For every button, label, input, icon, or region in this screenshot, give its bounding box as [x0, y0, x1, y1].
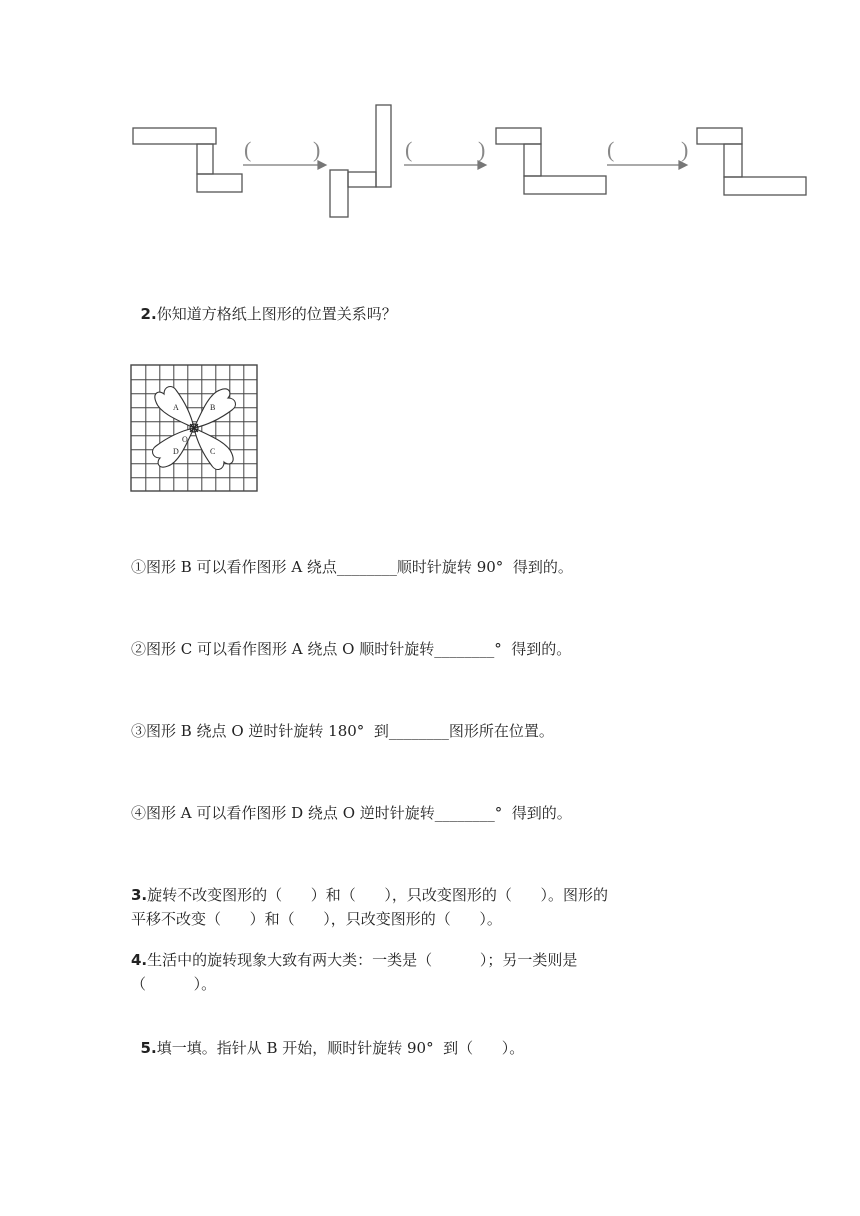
- paren-open-1: (: [244, 137, 252, 162]
- arrow-2: [404, 161, 486, 169]
- shape-4: [697, 128, 806, 195]
- petal-grid-figure: [130, 364, 260, 494]
- question-3: [131, 884, 608, 930]
- label-b: B: [210, 403, 216, 412]
- question-number: 3.: [131, 886, 148, 904]
- question-text: 你知道方格纸上图形的位置关系吗？: [156, 305, 397, 323]
- question-3-line-1: 旋转不改变图形的（ ）和（ ），只改变图形的（ ）。图形的: [147, 886, 608, 904]
- arrow-3: [607, 161, 687, 169]
- question-5: [131, 1015, 524, 1059]
- question-number: 2.: [140, 305, 157, 323]
- question-2-item-4: ④图形 A 可以看作图形 D 绕点 O 逆时针旋转________° 得到的。: [131, 804, 572, 822]
- question-4: [131, 949, 577, 995]
- question-4-line-1: 生活中的旋转现象大致有两大类：一类是（ ）；另一类则是: [147, 951, 578, 969]
- label-o: O: [182, 435, 188, 444]
- paren-close-1: ): [313, 137, 321, 162]
- label-d: D: [173, 447, 179, 456]
- paren-close-2: ): [478, 137, 486, 162]
- question-3-line-2: 平移不改变（ ）和（ ），只改变图形的（ ）。: [131, 910, 502, 928]
- question-2-item-2: ②图形 C 可以看作图形 A 绕点 O 顺时针旋转________° 得到的。: [131, 640, 572, 658]
- question-number: 5.: [140, 1039, 157, 1057]
- shape-2: [330, 105, 391, 217]
- shape-3: [496, 128, 606, 194]
- paren-open-2: (: [405, 137, 413, 162]
- question-4-line-2: （ ）。: [131, 975, 217, 993]
- shape-1: [133, 128, 242, 192]
- paren-close-3: ): [681, 137, 689, 162]
- question-2-item-1: ①图形 B 可以看作图形 A 绕点________顺时针旋转 90° 得到的。: [131, 558, 573, 576]
- arrow-1: [243, 161, 326, 169]
- question-number: 4.: [131, 951, 148, 969]
- rotation-sequence-figure: [120, 95, 820, 225]
- question-2-item-3: ③图形 B 绕点 O 逆时针旋转 180° 到________图形所在位置。: [131, 722, 554, 740]
- paren-open-3: (: [607, 137, 615, 162]
- question-5-text: 填一填。指针从 B 开始，顺时针旋转 90° 到（ ）。: [156, 1039, 525, 1057]
- question-2-heading: [131, 281, 397, 325]
- label-a: A: [173, 403, 179, 412]
- label-c: C: [210, 447, 216, 456]
